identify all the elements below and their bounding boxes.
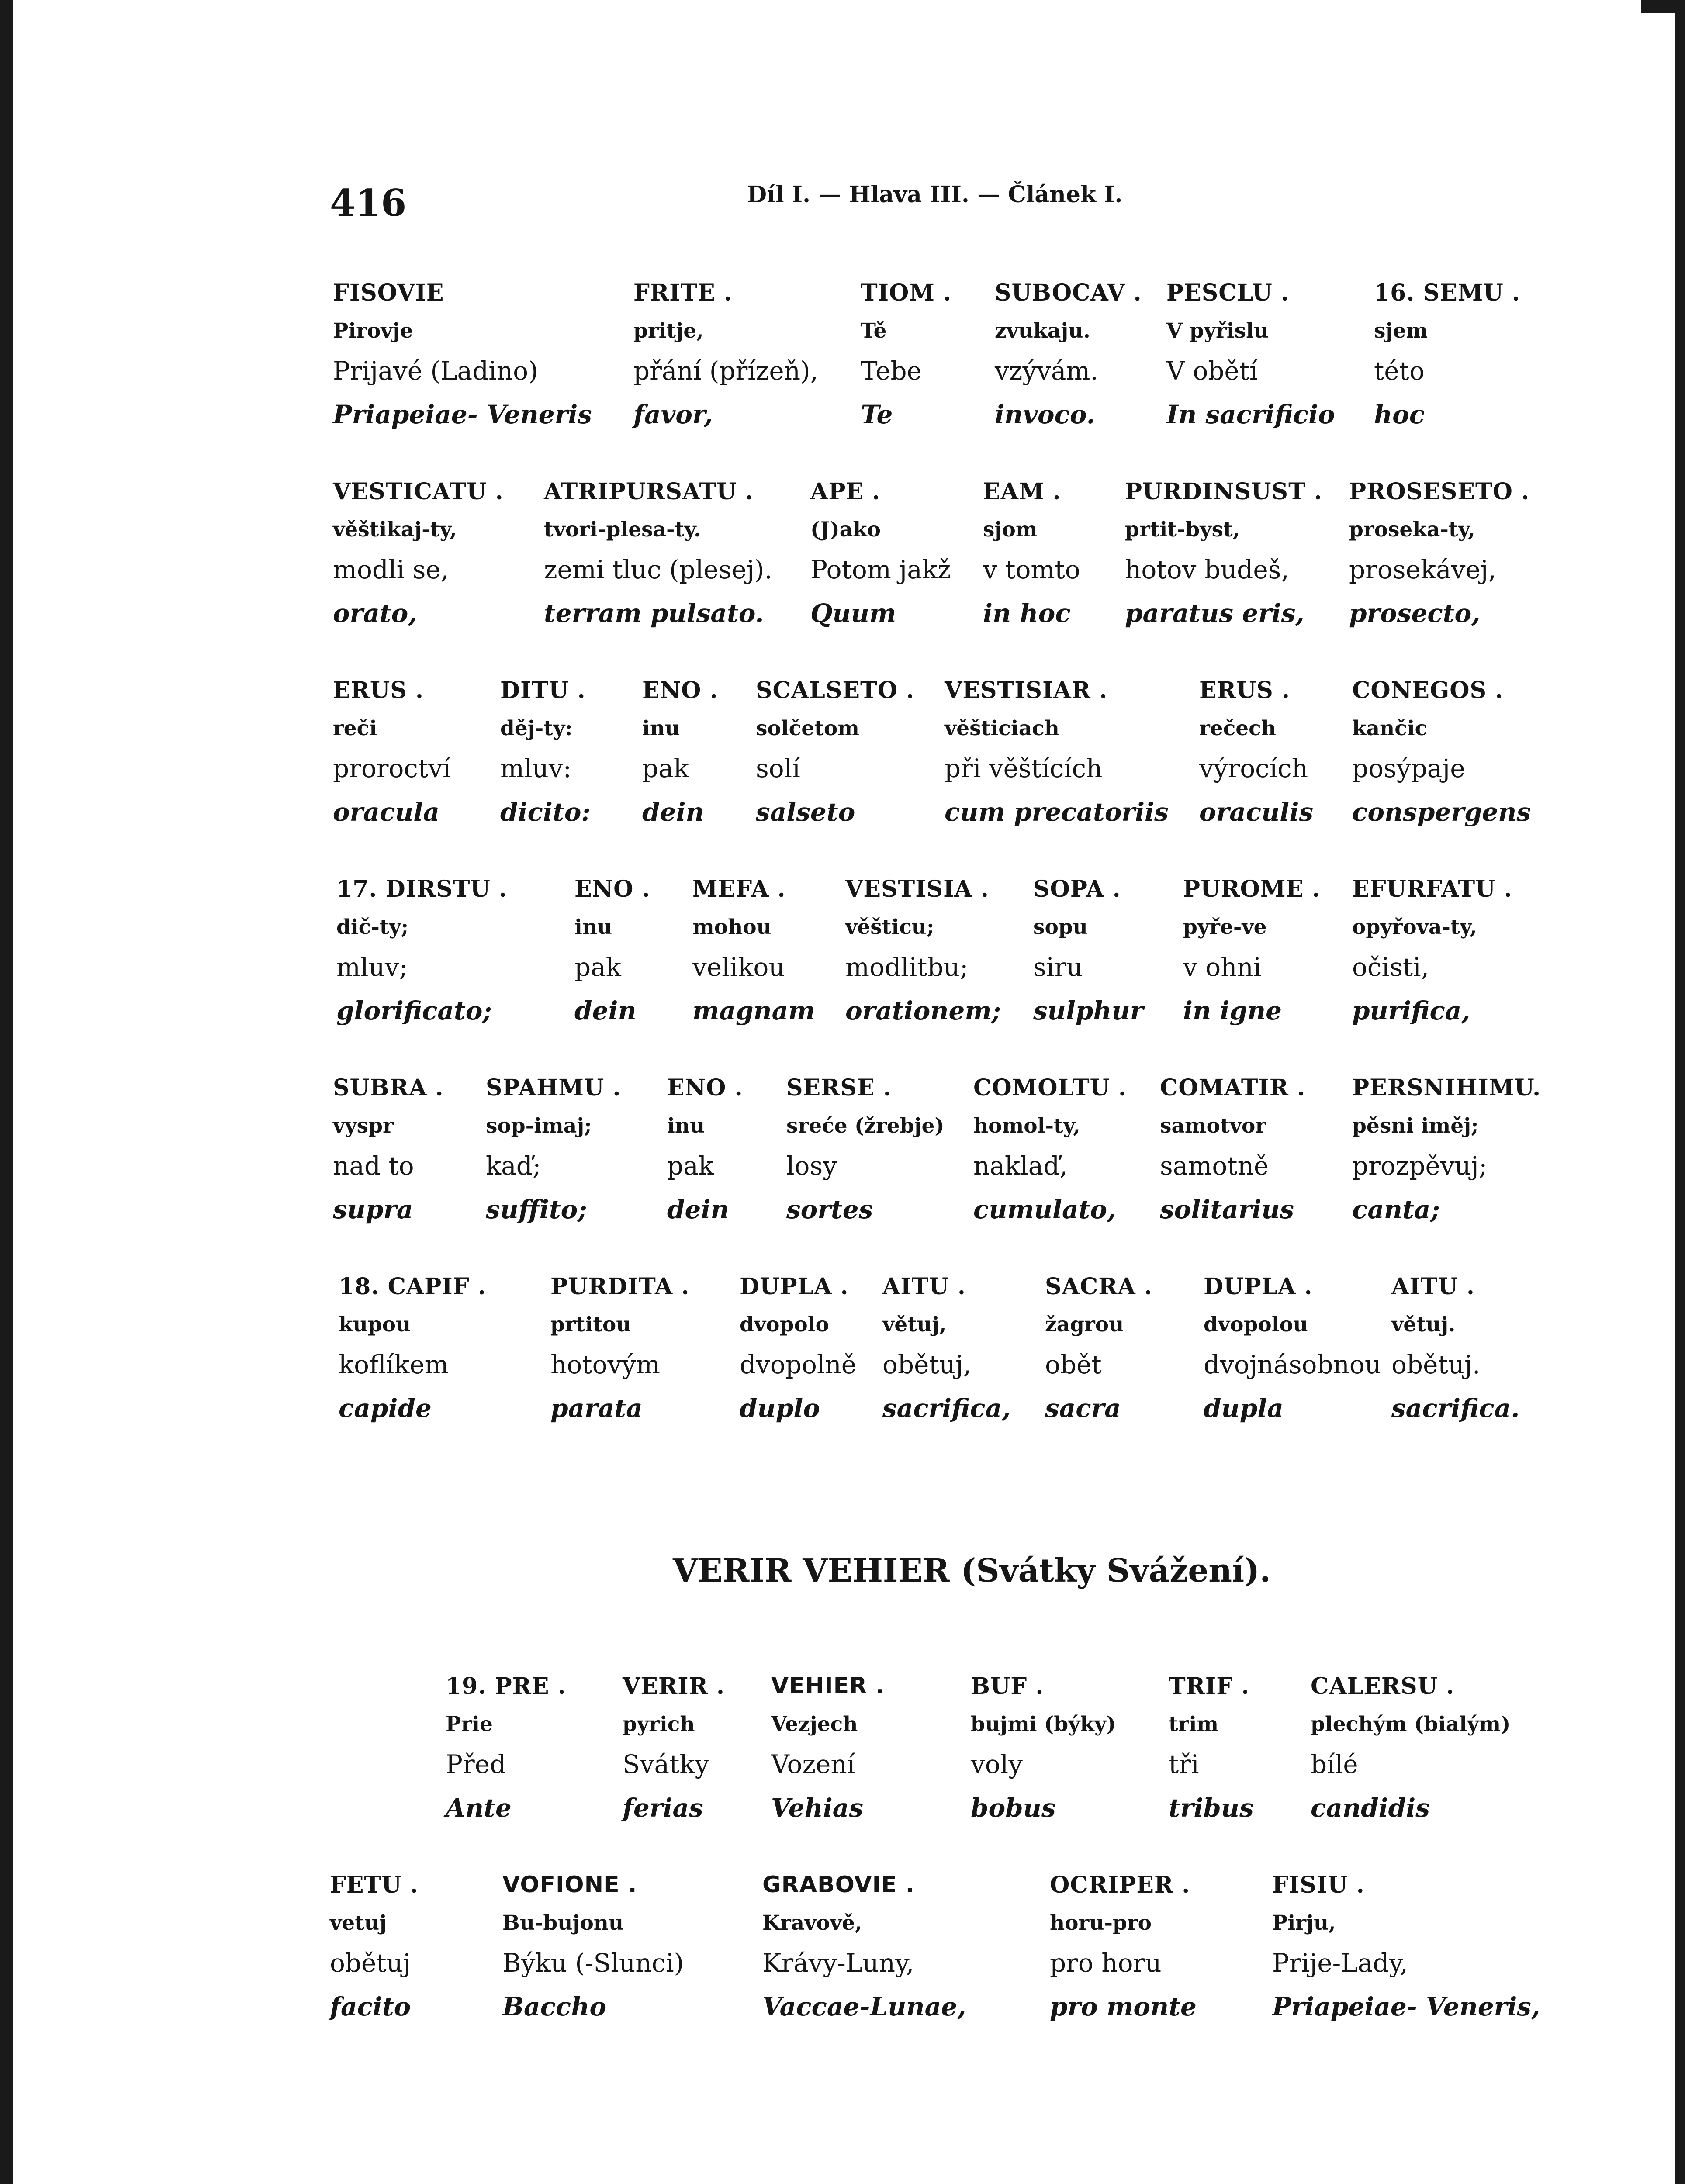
block-3-czech-word: mluv:	[500, 753, 572, 783]
running-head: Díl I. — Hlava III. — Článek I.	[747, 181, 1123, 208]
block-4-latin-word: sulphur	[1033, 996, 1144, 1026]
block-6-czech-word: dvopolně	[740, 1350, 857, 1379]
block-6-latin-word: sacrifica.	[1391, 1393, 1520, 1423]
block-5-umbrian-word: SUBRA .	[333, 1075, 444, 1101]
block-6-czech-word: obětuj,	[882, 1350, 972, 1379]
block-2-latin-word: terram pulsato.	[544, 598, 764, 628]
block-7-czech-word: Vození	[771, 1749, 855, 1779]
block-3-umbrian-word: DITU .	[500, 677, 586, 704]
block-5-gloss-word: pěsni iměj;	[1352, 1114, 1479, 1138]
block-6-gloss-word: prtitou	[550, 1313, 631, 1337]
block-2-gloss-word: věštikaj-ty,	[333, 518, 457, 542]
block-3-latin-word: salseto	[756, 797, 855, 827]
block-2-gloss-word: prtit-byst,	[1125, 518, 1240, 542]
block-2-umbrian-word: EAM .	[983, 478, 1061, 505]
block-3-latin-word: oraculis	[1199, 797, 1314, 827]
block-6-czech-word: hotovým	[550, 1350, 661, 1379]
block-8-gloss-word: Bu-bujonu	[502, 1911, 624, 1935]
block-6-gloss-word: kupou	[339, 1313, 411, 1337]
block-2-gloss-word: sjom	[983, 518, 1038, 542]
block-5-czech-word: losy	[786, 1151, 837, 1181]
block-4-latin-word: glorificato;	[336, 996, 492, 1026]
block-5-umbrian-word: SPAHMU .	[486, 1075, 621, 1101]
block-1-latin-word: hoc	[1374, 400, 1425, 429]
block-2-gloss-word: proseka-ty,	[1349, 518, 1475, 542]
block-3-umbrian-word: SCALSETO .	[756, 677, 915, 704]
block-5-czech-word: naklaď,	[973, 1151, 1068, 1181]
block-8-czech-word: Krávy-Luny,	[762, 1948, 914, 1978]
block-1-umbrian-word: FISOVIE	[333, 280, 444, 306]
block-4-umbrian-word: 17. DIRSTU .	[336, 876, 508, 902]
block-7-umbrian-word: BUF .	[971, 1673, 1044, 1700]
block-6-czech-word: koflíkem	[339, 1350, 449, 1379]
block-7-umbrian-word: CALERSU .	[1311, 1673, 1455, 1700]
block-4-latin-word: purifica,	[1352, 996, 1470, 1026]
block-4-czech-word: velikou	[692, 952, 785, 982]
block-1-latin-word: In sacrificio	[1166, 400, 1335, 429]
block-5-umbrian-word: COMOLTU .	[973, 1075, 1127, 1101]
block-3-latin-word: cum precatoriis	[945, 797, 1169, 827]
block-1-umbrian-word: 16. SEMU .	[1374, 280, 1520, 306]
block-2-czech-word: v tomto	[983, 555, 1080, 584]
block-3-umbrian-word: ERUS .	[333, 677, 424, 704]
block-3-latin-word: conspergens	[1352, 797, 1531, 827]
block-8-umbrian-word: VOFIONE .	[502, 1872, 637, 1898]
block-6-latin-word: capide	[339, 1393, 432, 1423]
block-7-gloss-word: bujmi (býky)	[971, 1712, 1116, 1736]
block-7-gloss-word: plechým (bialým)	[1311, 1712, 1511, 1736]
block-7-latin-word: Ante	[446, 1793, 512, 1823]
block-5-umbrian-word: ENO .	[667, 1075, 743, 1101]
block-3-czech-word: proroctví	[333, 753, 451, 783]
block-6-umbrian-word: 18. CAPIF .	[339, 1273, 486, 1300]
block-5-latin-word: suffito;	[486, 1195, 587, 1224]
block-2-umbrian-word: APE .	[810, 478, 881, 505]
block-5-latin-word: solitarius	[1160, 1195, 1294, 1224]
block-5-umbrian-word: PERSNIHIMU.	[1352, 1075, 1541, 1101]
block-2-latin-word: in hoc	[983, 598, 1071, 628]
block-3-umbrian-word: ENO .	[642, 677, 718, 704]
block-1-czech-word: V obětí	[1166, 356, 1258, 386]
block-3-gloss-word: děj-ty:	[500, 716, 573, 740]
block-6-czech-word: obět	[1045, 1350, 1102, 1379]
block-5-gloss-word: inu	[667, 1114, 705, 1138]
block-1-latin-word: Te	[861, 400, 893, 429]
block-8-czech-word: Býku (-Slunci)	[502, 1948, 684, 1978]
block-1-czech-word: vzývám.	[995, 356, 1098, 386]
block-3-czech-word: výrocích	[1199, 753, 1308, 783]
block-1-czech-word: této	[1374, 356, 1425, 386]
block-4-czech-word: modlitbu;	[845, 952, 969, 982]
block-1-umbrian-word: TIOM .	[861, 280, 952, 306]
block-2-czech-word: zemi tluc (plesej).	[544, 555, 772, 584]
block-2-czech-word: prosekávej,	[1349, 555, 1497, 584]
block-7-gloss-word: pyrich	[623, 1712, 695, 1736]
block-1-latin-word: Priapeiae- Veneris	[333, 400, 592, 429]
block-5-latin-word: cumulato,	[973, 1195, 1116, 1224]
block-3-gloss-word: inu	[642, 716, 680, 740]
scan-right-edge	[1675, 0, 1685, 2184]
block-1-latin-word: favor,	[633, 400, 713, 429]
block-7-czech-word: voly	[971, 1749, 1023, 1779]
scan-top-corner	[1641, 0, 1685, 13]
block-4-latin-word: orationem;	[845, 996, 1001, 1026]
block-1-umbrian-word: SUBOCAV .	[995, 280, 1142, 306]
block-8-czech-word: Prije-Lady,	[1272, 1948, 1408, 1978]
block-1-gloss-word: V pyřislu	[1166, 319, 1269, 343]
block-4-gloss-word: opyřova-ty,	[1352, 915, 1477, 939]
block-2-umbrian-word: PURDINSUST .	[1125, 478, 1322, 505]
block-1-latin-word: invoco.	[995, 400, 1095, 429]
block-8-umbrian-word: FETU .	[330, 1872, 419, 1898]
block-4-latin-word: dein	[574, 996, 637, 1026]
block-7-latin-word: bobus	[971, 1793, 1056, 1823]
block-2-gloss-word: tvori-plesa-ty.	[544, 518, 701, 542]
block-1-umbrian-word: PESCLU .	[1166, 280, 1289, 306]
block-5-czech-word: samotně	[1160, 1151, 1269, 1181]
block-3-umbrian-word: CONEGOS .	[1352, 677, 1504, 704]
block-8-latin-word: Vaccae-Lunae,	[762, 1992, 966, 2022]
block-5-umbrian-word: COMATIR .	[1160, 1075, 1306, 1101]
block-5-umbrian-word: SERSE .	[786, 1075, 892, 1101]
block-4-umbrian-word: EFURFATU .	[1352, 876, 1512, 902]
section-heading: VERIR VEHIER (Svátky Svážení).	[673, 1552, 1271, 1590]
block-3-latin-word: dein	[642, 797, 704, 827]
block-8-umbrian-word: GRABOVIE .	[762, 1872, 915, 1898]
block-7-latin-word: Vehias	[771, 1793, 864, 1823]
block-4-umbrian-word: SOPA .	[1033, 876, 1121, 902]
block-1-gloss-word: Pirovje	[333, 319, 413, 343]
block-8-czech-word: obětuj	[330, 1948, 411, 1978]
block-6-czech-word: dvojnásobnou	[1204, 1350, 1381, 1379]
block-4-umbrian-word: PUROME .	[1183, 876, 1321, 902]
block-8-latin-word: facito	[330, 1992, 411, 2022]
block-6-latin-word: sacra	[1045, 1393, 1121, 1423]
block-6-umbrian-word: DUPLA .	[740, 1273, 849, 1300]
block-4-gloss-word: mohou	[692, 915, 772, 939]
block-3-latin-word: oracula	[333, 797, 439, 827]
block-6-gloss-word: dvopolou	[1204, 1313, 1308, 1337]
block-4-czech-word: mluv;	[336, 952, 408, 982]
block-6-umbrian-word: DUPLA .	[1204, 1273, 1313, 1300]
block-6-latin-word: sacrifica,	[882, 1393, 1011, 1423]
block-6-umbrian-word: PURDITA .	[550, 1273, 690, 1300]
block-3-umbrian-word: ERUS .	[1199, 677, 1290, 704]
block-7-czech-word: Před	[446, 1749, 506, 1779]
block-6-gloss-word: větuj.	[1391, 1313, 1456, 1337]
block-5-czech-word: prozpěvuj;	[1352, 1151, 1488, 1181]
block-8-latin-word: pro monte	[1050, 1992, 1197, 2022]
block-3-czech-word: solí	[756, 753, 800, 783]
block-8-gloss-word: Pirju,	[1272, 1911, 1336, 1935]
block-7-umbrian-word: VEHIER .	[771, 1673, 885, 1699]
block-6-latin-word: dupla	[1204, 1393, 1284, 1423]
block-1-czech-word: přání (přízeň),	[633, 356, 819, 386]
block-3-gloss-word: rečech	[1199, 716, 1276, 740]
block-7-gloss-word: Vezjech	[771, 1712, 858, 1736]
block-7-czech-word: tři	[1169, 1749, 1199, 1779]
block-3-gloss-word: kančic	[1352, 716, 1428, 740]
block-2-latin-word: prosecto,	[1349, 598, 1481, 628]
block-7-latin-word: ferias	[623, 1793, 703, 1823]
block-1-umbrian-word: FRITE .	[633, 280, 732, 306]
block-5-gloss-word: vyspr	[333, 1114, 394, 1138]
block-6-umbrian-word: SACRA .	[1045, 1273, 1153, 1300]
block-2-czech-word: Potom jakž	[810, 555, 951, 584]
block-5-czech-word: pak	[667, 1151, 714, 1181]
block-7-umbrian-word: TRIF .	[1169, 1673, 1250, 1700]
block-2-czech-word: modli se,	[333, 555, 449, 584]
block-4-czech-word: pak	[574, 952, 621, 982]
block-6-latin-word: parata	[550, 1393, 643, 1423]
scan-left-edge	[0, 0, 13, 2184]
block-4-umbrian-word: ENO .	[574, 876, 650, 902]
block-8-gloss-word: vetuj	[330, 1911, 387, 1935]
block-6-latin-word: duplo	[740, 1393, 820, 1423]
block-4-czech-word: v ohni	[1183, 952, 1262, 982]
block-1-gloss-word: zvukaju.	[995, 319, 1090, 343]
block-5-latin-word: dein	[667, 1195, 729, 1224]
block-7-czech-word: Svátky	[623, 1749, 709, 1779]
block-5-gloss-word: sop-imaj;	[486, 1114, 592, 1138]
block-2-gloss-word: (J)ako	[810, 518, 881, 542]
block-1-gloss-word: Tě	[861, 319, 887, 343]
block-6-umbrian-word: AITU .	[1391, 1273, 1475, 1300]
block-3-czech-word: při věštících	[945, 753, 1103, 783]
block-5-gloss-word: homol-ty,	[973, 1114, 1080, 1138]
block-6-gloss-word: větuj,	[882, 1313, 947, 1337]
block-7-gloss-word: Prie	[446, 1712, 493, 1736]
block-6-gloss-word: dvopolo	[740, 1313, 829, 1337]
block-7-gloss-word: trim	[1169, 1712, 1219, 1736]
block-7-umbrian-word: 19. PRE .	[446, 1673, 566, 1700]
block-5-latin-word: canta;	[1352, 1195, 1440, 1224]
block-3-gloss-word: reči	[333, 716, 377, 740]
block-4-latin-word: magnam	[692, 996, 815, 1026]
block-2-latin-word: Quum	[810, 598, 896, 628]
page-number: 416	[330, 181, 407, 225]
block-1-gloss-word: pritje,	[633, 319, 704, 343]
block-8-gloss-word: horu-pro	[1050, 1911, 1152, 1935]
block-3-gloss-word: solčetom	[756, 716, 859, 740]
block-4-umbrian-word: VESTISIA .	[845, 876, 989, 902]
block-2-czech-word: hotov budeš,	[1125, 555, 1289, 584]
block-6-czech-word: obětuj.	[1391, 1350, 1481, 1379]
block-2-umbrian-word: PROSESETO .	[1349, 478, 1530, 505]
block-1-gloss-word: sjem	[1374, 319, 1428, 343]
block-8-umbrian-word: FISIU .	[1272, 1872, 1365, 1898]
block-4-latin-word: in igne	[1183, 996, 1282, 1026]
block-4-gloss-word: sopu	[1033, 915, 1088, 939]
block-3-latin-word: dicito:	[500, 797, 591, 827]
block-6-gloss-word: žagrou	[1045, 1313, 1124, 1337]
block-1-czech-word: Prijavé (Ladino)	[333, 356, 538, 386]
block-6-umbrian-word: AITU .	[882, 1273, 966, 1300]
block-4-gloss-word: inu	[574, 915, 612, 939]
block-4-czech-word: siru	[1033, 952, 1083, 982]
block-7-latin-word: candidis	[1311, 1793, 1430, 1823]
block-2-latin-word: orato,	[333, 598, 417, 628]
block-5-latin-word: supra	[333, 1195, 413, 1224]
block-5-czech-word: nad to	[333, 1151, 414, 1181]
block-4-gloss-word: věšticu;	[845, 915, 934, 939]
block-1-czech-word: Tebe	[861, 356, 922, 386]
block-7-czech-word: bílé	[1311, 1749, 1358, 1779]
block-8-latin-word: Priapeiae- Veneris,	[1272, 1992, 1540, 2022]
block-8-latin-word: Baccho	[502, 1992, 607, 2022]
block-4-czech-word: očisti,	[1352, 952, 1429, 982]
block-7-latin-word: tribus	[1169, 1793, 1254, 1823]
block-3-czech-word: pak	[642, 753, 689, 783]
block-2-umbrian-word: ATRIPURSATU .	[544, 478, 754, 505]
block-8-czech-word: pro horu	[1050, 1948, 1162, 1978]
block-5-gloss-word: sreće (žrebje)	[786, 1114, 945, 1138]
block-8-gloss-word: Kravově,	[762, 1911, 862, 1935]
block-2-umbrian-word: VESTICATU .	[333, 478, 504, 505]
block-5-czech-word: kaď;	[486, 1151, 541, 1181]
block-3-czech-word: posýpaje	[1352, 753, 1465, 783]
block-5-gloss-word: samotvor	[1160, 1114, 1266, 1138]
block-3-gloss-word: věšticiach	[945, 716, 1059, 740]
block-4-umbrian-word: MEFA .	[692, 876, 786, 902]
block-3-umbrian-word: VESTISIAR .	[945, 677, 1108, 704]
block-5-latin-word: sortes	[786, 1195, 873, 1224]
block-8-umbrian-word: OCRIPER .	[1050, 1872, 1190, 1898]
block-4-gloss-word: dič-ty;	[336, 915, 409, 939]
block-7-umbrian-word: VERIR .	[623, 1673, 725, 1700]
block-2-latin-word: paratus eris,	[1125, 598, 1304, 628]
block-4-gloss-word: pyře-ve	[1183, 915, 1267, 939]
